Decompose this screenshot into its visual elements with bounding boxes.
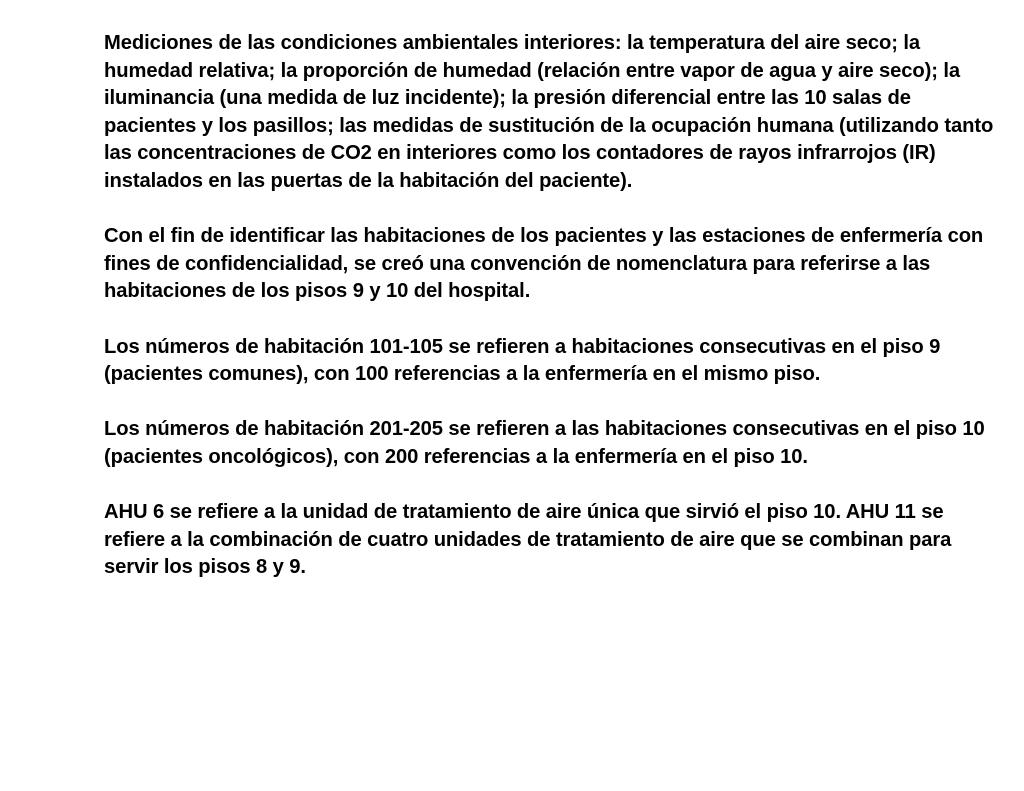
paragraph-rooms-101-105: Los números de habitación 101-105 se refieren a habitaciones consecutivas en el piso 9 (pacientes comunes), con 100 referencias a la enfermería en el mismo piso.	[104, 335, 941, 386]
document-body	[104, 30, 994, 609]
paragraph-environmental-measurements: Mediciones de las condiciones ambientales interiores: la temperatura del aire seco; la humedad relativa; la proporción de humedad (relación entre vapor de agua y aire seco); la iluminancia (una medida de luz incidente); la presión diferencial entre las 10 salas de pacientes y los pasillos; las medidas de sustitución de la ocupación humana (utilizando tanto las concentraciones de CO2 en interiores como los contadores de rayos infrarrojos (IR) instalados en las puertas de la habitación del paciente).	[104, 32, 994, 192]
paragraph-naming-convention: Con el fin de identificar las habitaciones de los pacientes y las estaciones de enfermería con fines de confidencialidad, se creó una convención de nomenclatura para referirse a las habitaciones de los pisos 9 y 10 del hospital.	[104, 225, 984, 303]
paragraph-rooms-201-205: Los números de habitación 201-205 se refieren a las habitaciones consecutivas en el piso 10 (pacientes oncológicos), con 200 referencias a la enfermería en el piso 10.	[104, 418, 985, 468]
paragraph-ahu-definitions: AHU 6 se refiere a la unidad de tratamiento de aire única que sirvió el piso 10. AHU 11 se refiere a la combinación de cuatro unidades de tratamiento de aire que se combinan para servir los pisos 8 y 9.	[104, 501, 952, 579]
